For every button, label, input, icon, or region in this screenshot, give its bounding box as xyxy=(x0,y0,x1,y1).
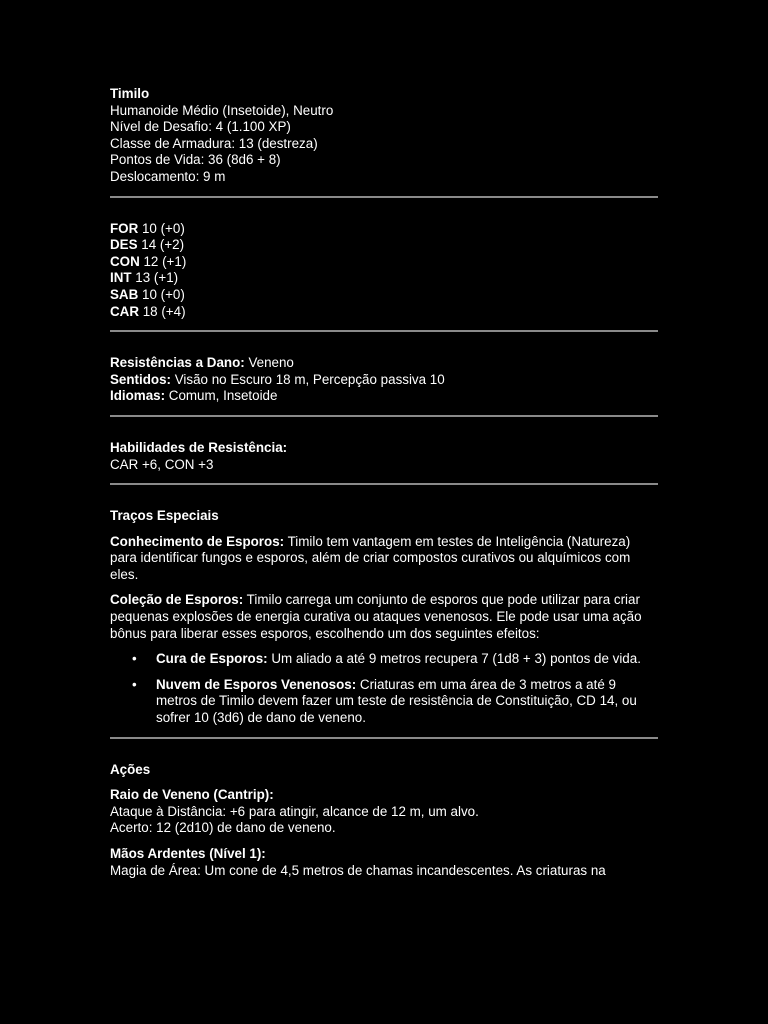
speed: Deslocamento: 9 m xyxy=(110,168,226,184)
traits-section xyxy=(110,355,658,405)
creature-name: Timilo xyxy=(110,86,150,101)
effect-text: Um aliado a até 9 metros recupera 7 (1d8 + 3) pontos de vida. xyxy=(267,651,641,667)
abilities-section xyxy=(110,221,658,321)
burning-hands-text: Magia de Área: Um cone de 4,5 metros de chamas incandescentes. As criaturas na xyxy=(110,862,606,878)
ability-abbr: CAR xyxy=(110,303,140,319)
spore-collection-label: Coleção de Esporos: xyxy=(110,592,244,608)
special-traits-section xyxy=(110,508,658,727)
actions-heading: Ações xyxy=(110,761,151,777)
ability-abbr: CON xyxy=(110,253,140,269)
ability-value: 14 (+2) xyxy=(137,237,185,253)
spore-knowledge xyxy=(110,534,658,584)
ability-value: 12 (+1) xyxy=(139,253,187,269)
effect-text: Criaturas em uma área de 3 metros a até 9 metros de Timilo devem fazer um teste de resistência de Constituição, CD 14, ou sofrer 10 (3d6) de dano de veneno. xyxy=(156,676,637,726)
ability-abbr: FOR xyxy=(110,220,139,236)
divider xyxy=(110,415,658,417)
spore-collection xyxy=(110,592,658,642)
actions-section xyxy=(110,762,658,880)
divider xyxy=(110,737,658,739)
saving-throws-section xyxy=(110,440,658,473)
armor-class: Classe de Armadura: 13 (destreza) xyxy=(110,135,318,151)
ability-abbr: SAB xyxy=(110,286,139,302)
divider xyxy=(110,196,658,198)
divider xyxy=(110,483,658,485)
ability-for xyxy=(110,221,658,238)
ability-car xyxy=(110,304,658,321)
poison-ray-title: Raio de Veneno (Cantrip): xyxy=(110,787,274,803)
saving-throws-value: CAR +6, CON +3 xyxy=(110,456,214,472)
spore-effects-list xyxy=(110,651,658,726)
ability-des xyxy=(110,237,658,254)
ability-int xyxy=(110,270,658,287)
languages xyxy=(110,388,658,405)
effect-label: Cura de Esporos: xyxy=(156,651,268,667)
damage-resistances-label: Resistências a Dano: xyxy=(110,355,245,371)
saving-throws-label: Habilidades de Resistência: xyxy=(110,439,288,455)
ability-value: 10 (+0) xyxy=(138,220,185,236)
list-item xyxy=(132,676,658,727)
ability-value: 10 (+0) xyxy=(138,286,185,302)
header-section xyxy=(110,86,658,186)
ability-value: 13 (+1) xyxy=(131,270,179,286)
ability-con xyxy=(110,254,658,271)
ability-abbr: DES xyxy=(110,237,138,253)
effect-label: Nuvem de Esporos Venenosos: xyxy=(156,676,357,692)
languages-label: Idiomas: xyxy=(110,388,166,404)
damage-resistances xyxy=(110,355,658,372)
hit-points: Pontos de Vida: 36 (8d6 + 8) xyxy=(110,152,281,168)
poison-ray-attack: Ataque à Distância: +6 para atingir, alcance de 12 m, um alvo. xyxy=(110,803,479,819)
bullet-icon: • xyxy=(132,651,137,667)
senses-value: Visão no Escuro 18 m, Percepção passiva 10 xyxy=(171,371,445,387)
divider xyxy=(110,330,658,332)
poison-ray-hit: Acerto: 12 (2d10) de dano de veneno. xyxy=(110,820,336,836)
ability-value: 18 (+4) xyxy=(139,303,186,319)
spore-collection-text: Timilo carrega um conjunto de esporos que pode utilizar para criar pequenas explosões de energia curativa ou ataques venenosos. Ele pode usar uma ação bônus para liberar esses esporos, escolhendo um dos seguintes efeitos: xyxy=(110,592,642,641)
burning-hands-title: Mãos Ardentes (Nível 1): xyxy=(110,846,266,861)
challenge-rating: Nível de Desafio: 4 (1.100 XP) xyxy=(110,119,291,135)
senses xyxy=(110,372,658,389)
spore-knowledge-label: Conhecimento de Esporos: xyxy=(110,533,285,549)
creature-type: Humanoide Médio (Insetoide), Neutro xyxy=(110,102,334,118)
damage-resistances-value: Veneno xyxy=(244,355,294,371)
ability-abbr: INT xyxy=(110,270,132,286)
spore-knowledge-text: Timilo tem vantagem em testes de Inteligência (Natureza) para identificar fungos e esporos, além de criar compostos curativos ou alquímicos com eles. xyxy=(110,533,631,582)
stat-block xyxy=(110,86,658,879)
bullet-icon: • xyxy=(132,676,137,692)
languages-value: Comum, Insetoide xyxy=(165,388,278,404)
ability-sab xyxy=(110,287,658,304)
special-traits-heading: Traços Especiais xyxy=(110,508,219,524)
list-item xyxy=(132,651,658,668)
senses-label: Sentidos: xyxy=(110,371,172,387)
burning-hands-action xyxy=(110,846,658,879)
poison-ray-action xyxy=(110,787,658,837)
